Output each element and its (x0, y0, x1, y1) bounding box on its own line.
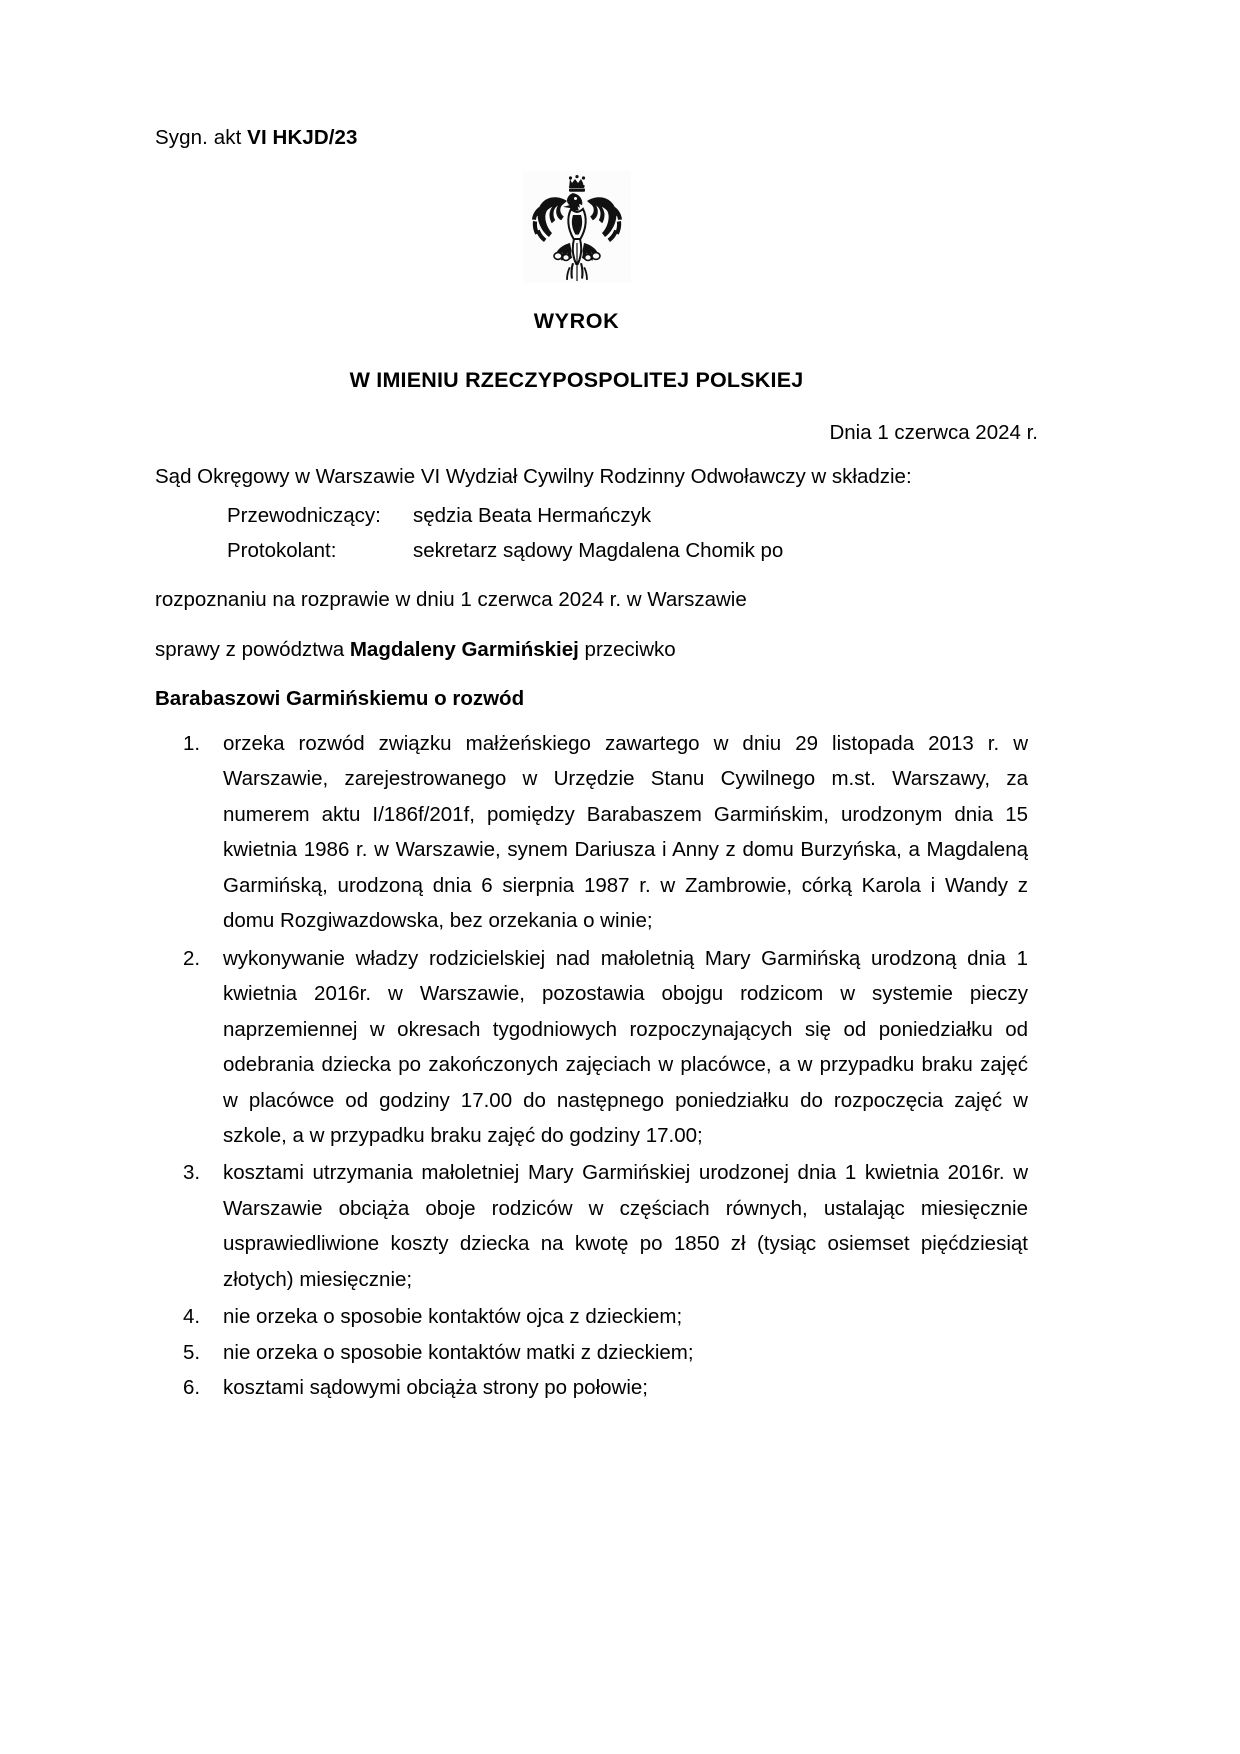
case-number (155, 128, 1028, 149)
date-line: Dnia 1 czerwca 2024 r. (829, 420, 1038, 444)
recorder-value: sekretarz sądowy Magdalena Chomik po (413, 539, 784, 562)
ruling-item: nie orzeka o sposobie kontaktów matki z dzieckiem; (223, 1340, 694, 1364)
defendant-name: Barabaszowi Garmińskiemu o rozwód (155, 686, 525, 710)
ruling-item: kosztami utrzymania małoletniej Mary Garmińskiej urodzonej dnia 1 kwietnia 2016r. w Warszawie obciąża oboje rodziców w częściach równych, ustalając miesięcznie usprawiedliwione koszty dziecka na kwotę po 1850 zł (tysiąc osiemset pięćdziesiąt złotych) miesięcznie; (223, 1161, 1028, 1291)
parties-prefix: sprawy z powództwa (155, 637, 350, 661)
ruling-item: nie orzeka o sposobie kontaktów ojca z dzieckiem; (223, 1305, 683, 1329)
emblem-container (125, 171, 1028, 283)
parties-line (155, 632, 1028, 667)
ruling-item: kosztami sądowymi obciąża strony po połowie; (223, 1376, 648, 1400)
ruling-item: wykonywanie władzy rodzicielskiej nad małoletnią Mary Garmińską urodzoną dnia 1 kwietnia 2016r. w Warszawie, pozostawia obojgu rodzicom w systemie pieczy naprzemiennej w okresach tygodniowych rozpoczynających się od poniedziałku od odebrania dziecka po zakończonych zajęciach w placówce, a w przypadku braku zajęć w placówce od godziny 17.00 do następnego poniedziałku do rozpoczęcia zajęć w szkole, a w przypadku braku zajęć do godziny 17.00; (223, 946, 1028, 1147)
ruling-item: orzeka rozwód związku małżeńskiego zawartego w dniu 29 listopada 2013 r. w Warszawie, zarejestrowanego w Urzędzie Stanu Cywilnego m.st. Warszawy, za numerem aktu I/186f/201f, pomiędzy Barabaszem Garmińskim, urodzonym dnia 15 kwietnia 1986 r. w Warszawie, synem Dariusza i Anny z domu Burzyńska, a Magdaleną Garmińską, urodzoną dnia 6 sierpnia 1987 r. w Zambrowie, córką Karola i Wandy z domu Rozgiwazdowska, bez orzekania o winie; (223, 732, 1028, 933)
hearing-line: rozpoznaniu na rozprawie w dniu 1 czerwca 2024 r. w Warszawie (155, 588, 747, 612)
court-intro-paragraph: Sąd Okręgowy w Warszawie VI Wydział Cywilny Rodzinny Odwoławczy w składzie: (155, 464, 912, 488)
recorder-label: Protokolant: (227, 539, 337, 562)
case-number-label: Sygn. akt (155, 126, 248, 149)
plaintiff-name: Magdaleny Garmińskiej (349, 637, 579, 661)
polish-eagle-coat-of-arms-icon (523, 171, 631, 283)
page-subtitle: W IMIENIU RZECZYPOSPOLITEJ POLSKIEJ (349, 367, 804, 392)
composition-row-recorder (155, 533, 1028, 568)
page-title: WYROK (533, 308, 620, 333)
chairman-label: Przewodniczący: (227, 503, 381, 527)
rulings-list (155, 726, 1028, 1406)
composition-row-chairman (155, 498, 1028, 533)
parties-suffix: przeciwko (578, 637, 676, 661)
chairman-value: sędzia Beata Hermańczyk (413, 503, 652, 527)
case-number-value: VI HKJD/23 (247, 126, 358, 149)
court-composition (155, 498, 1028, 569)
defendant-line (155, 681, 1028, 716)
